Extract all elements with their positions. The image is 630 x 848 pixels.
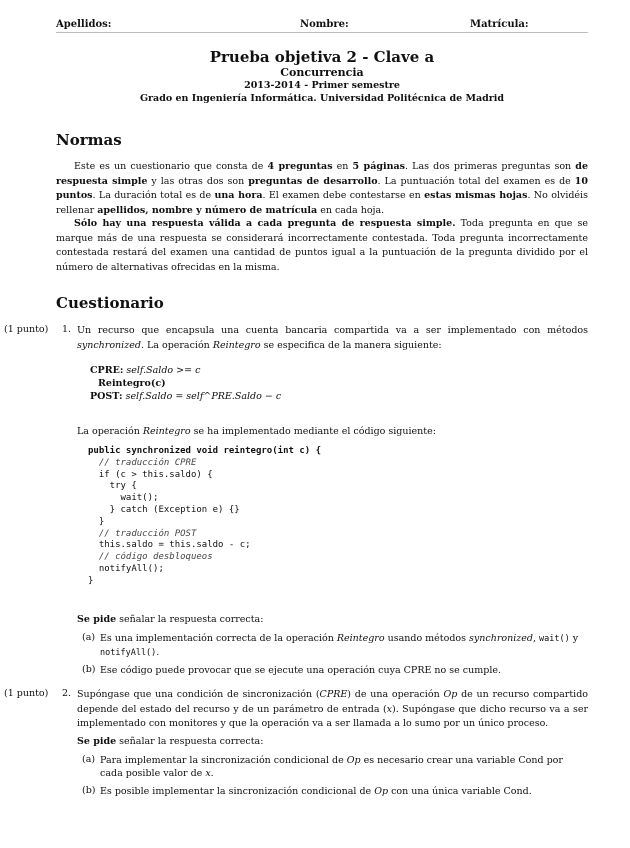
code-line: wait(); [88, 493, 159, 504]
q1-implementation-intro: La operación Reintegro se ha implementado mediante el código siguiente: [77, 426, 436, 437]
code-line: // traducción CPRE [88, 457, 197, 468]
normas-heading: Normas [56, 131, 122, 149]
q2-se-pide: Se pide señalar la respuesta correcta: [77, 736, 264, 747]
q2-statement: Supóngase que una condición de sincronización (CPRE) de una operación Op de un recurso compartido depende del estado del recurso y de un parámetro de entrada (x). Supóngase que dicho recurso va a ser implementado con monitores y que la operación va a ser llamada a lo sumo por un único proceso. [77, 689, 589, 729]
code-line: } [88, 516, 105, 527]
exam-title: Prueba objetiva 2 - Clave a [209, 48, 435, 66]
header-divider [56, 32, 588, 33]
code-line: this.saldo = this.saldo - c; [88, 540, 251, 551]
q2-option-b[interactable]: Es posible implementar la sincronización condicional de Op con una única variable Cond. [100, 786, 532, 797]
spec-operation: Reintegro(c) [98, 378, 166, 389]
spec-cpre: CPRE: self.Saldo >= c [90, 365, 201, 376]
q1-se-pide: Se pide señalar la respuesta correcta: [77, 614, 264, 625]
q1-statement: Un recurso que encapsula una cuenta bancaria compartida va a ser implementado con métodos synchronized. La operación Reintegro se especifica de la manera siguiente: [77, 325, 588, 351]
code-line: } catch (Exception e) {} [88, 504, 240, 515]
q1-specification [90, 364, 281, 403]
q2-number: 2. [62, 688, 72, 699]
exam-degree: Grado en Ingeniería Informática. Universidad Politécnica de Madrid [139, 93, 505, 104]
nombre-label: Nombre: [300, 19, 349, 30]
title-block [56, 48, 588, 105]
q1-option-a-label[interactable]: (a) [82, 632, 96, 643]
q2-option-a[interactable]: Para implementar la sincronización condicional de Op es necesario crear una variable Cond por cada posible valor de x. [100, 755, 563, 779]
code-line: public synchronized void reintegro(int c) { [88, 446, 321, 456]
spec-post: POST: self.Saldo = self^PRE.Saldo − c [90, 391, 282, 402]
q1-option-b[interactable]: Ese código puede provocar que se ejecute una operación cuya CPRE no se cumple. [100, 665, 502, 676]
code-line: // código desbloqueos [88, 552, 213, 563]
exam-subject: Concurrencia [280, 66, 364, 79]
q2-option-a-label[interactable]: (a) [82, 754, 96, 765]
code-line: if (c > this.saldo) { [88, 469, 213, 480]
code-line: } [88, 575, 94, 586]
code-line: // traducción POST [88, 528, 197, 539]
q2-option-b-label[interactable]: (b) [82, 785, 96, 796]
matricula-label: Matrícula: [470, 19, 529, 30]
q2-points: (1 punto) [4, 688, 49, 699]
cuestionario-heading: Cuestionario [56, 294, 164, 312]
q1-number: 1. [62, 324, 72, 335]
q1-option-a[interactable]: Es una implementación correcta de la operación Reintegro usando métodos synchronized, wait() y notifyAll(). [100, 633, 579, 658]
code-line: notifyAll(); [88, 563, 164, 574]
code-line: try { [88, 481, 137, 492]
apellidos-label: Apellidos: [56, 19, 112, 30]
q1-option-b-label[interactable]: (b) [82, 664, 96, 675]
normas-paragraph-2: Sólo hay una respuesta válida a cada pregunta de respuesta simple. Toda pregunta en que se marque más de una respuesta se considerará incorrectamente contestada. Toda pregunta incorrectamente contestada restará del examen una cantidad de puntos igual a la puntuación de la pregunta dividido por el número de alternativas ofrecidas en la misma. [56, 218, 588, 273]
exam-period: 2013-2014 - Primer semestre [244, 80, 400, 91]
q1-code-block [88, 446, 321, 588]
q1-points: (1 punto) [4, 324, 49, 335]
normas-paragraph-1: Este es un cuestionario que consta de 4 preguntas en 5 páginas. Las dos primeras preguntas son de respuesta simple y las otras dos son preguntas de desarrollo. La puntuación total del examen es de 10 puntos. La duración total es de una hora. El examen debe contestarse en estas mismas hojas. No olvidéis rellenar apellidos, nombre y número de matrícula en cada hoja. [56, 161, 588, 216]
